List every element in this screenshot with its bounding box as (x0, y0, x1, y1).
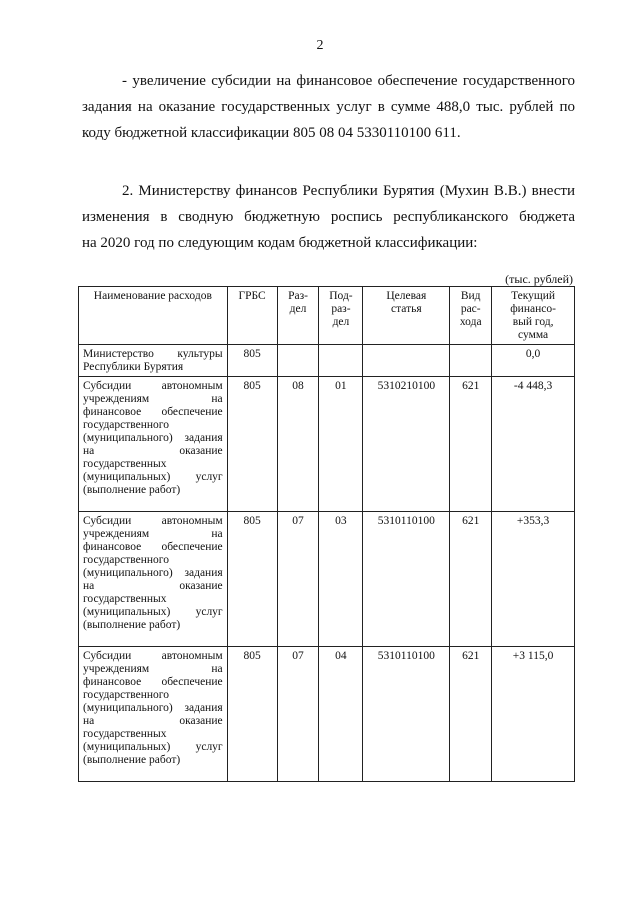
cell-razdel (277, 345, 319, 377)
header-razdel: Раз- дел (277, 287, 319, 345)
header-statya: Целевая статья (363, 287, 450, 345)
paragraph-ministry-instruction (82, 178, 575, 256)
header-podrazdel: Под- раз- дел (319, 287, 363, 345)
cell-statya: 5310210100 (363, 377, 450, 512)
paragraph2-line: на 2020 год по следующим кодам бюджетной классификации: (82, 235, 478, 251)
table-row (79, 345, 575, 377)
cell-grbs: 805 (227, 345, 277, 377)
cell-grbs: 805 (227, 512, 277, 647)
cell-statya (363, 345, 450, 377)
cell-name: Субсидии автономным учреждениям на финансовое обеспечение государственного (муниципального) задания на оказание государственных (муниципальных) услуг (выполнение работ) (79, 377, 228, 512)
header-grbs: ГРБС (227, 287, 277, 345)
table-row (79, 647, 575, 782)
table-row (79, 377, 575, 512)
cell-summa: +353,3 (492, 512, 575, 647)
header-vid: Вид рас- хода (450, 287, 492, 345)
paragraph-subsidy-increase (82, 68, 575, 146)
page-number: 2 (316, 38, 324, 53)
cell-vid: 621 (450, 512, 492, 647)
header-summa: Текущий финансо- вый год, сумма (492, 287, 575, 345)
cell-name: Субсидии автономным учреждениям на финансовое обеспечение государственного (муниципального) задания на оказание государственных (муниципальных) услуг (выполнение работ) (79, 512, 228, 647)
paragraph1-line: - увеличение субсидии на финансовое обеспечение государственного (122, 73, 575, 89)
cell-razdel: 08 (277, 377, 319, 512)
table-unit-label: (тыс. рублей) (505, 272, 573, 286)
table-row (79, 512, 575, 647)
cell-summa: -4 448,3 (492, 377, 575, 512)
cell-statya: 5310110100 (363, 647, 450, 782)
cell-podrazdel (319, 345, 363, 377)
paragraph1-line: коду бюджетной классификации 805 08 04 5330110100 611. (82, 125, 461, 141)
paragraph2-line: изменения в сводную бюджетную роспись республиканского бюджета (82, 209, 575, 225)
cell-summa: +3 115,0 (492, 647, 575, 782)
cell-grbs: 805 (227, 377, 277, 512)
header-name: Наименование расходов (79, 287, 228, 345)
cell-podrazdel: 01 (319, 377, 363, 512)
cell-razdel: 07 (277, 512, 319, 647)
cell-podrazdel: 04 (319, 647, 363, 782)
cell-summa: 0,0 (492, 345, 575, 377)
budget-table (78, 286, 575, 782)
cell-name: Министерство культуры Республики Бурятия (79, 345, 228, 377)
table-header-row (79, 287, 575, 345)
cell-name: Субсидии автономным учреждениям на финансовое обеспечение государственного (муниципального) задания на оказание государственных (муниципальных) услуг (выполнение работ) (79, 647, 228, 782)
cell-statya: 5310110100 (363, 512, 450, 647)
paragraph1-line: задания на оказание государственных услуг в сумме 488,0 тыс. рублей по (82, 99, 575, 115)
cell-podrazdel: 03 (319, 512, 363, 647)
cell-grbs: 805 (227, 647, 277, 782)
cell-razdel: 07 (277, 647, 319, 782)
cell-vid: 621 (450, 377, 492, 512)
cell-vid: 621 (450, 647, 492, 782)
paragraph2-line: 2. Министерству финансов Республики Бурятия (Мухин В.В.) внести (122, 183, 575, 199)
cell-vid (450, 345, 492, 377)
